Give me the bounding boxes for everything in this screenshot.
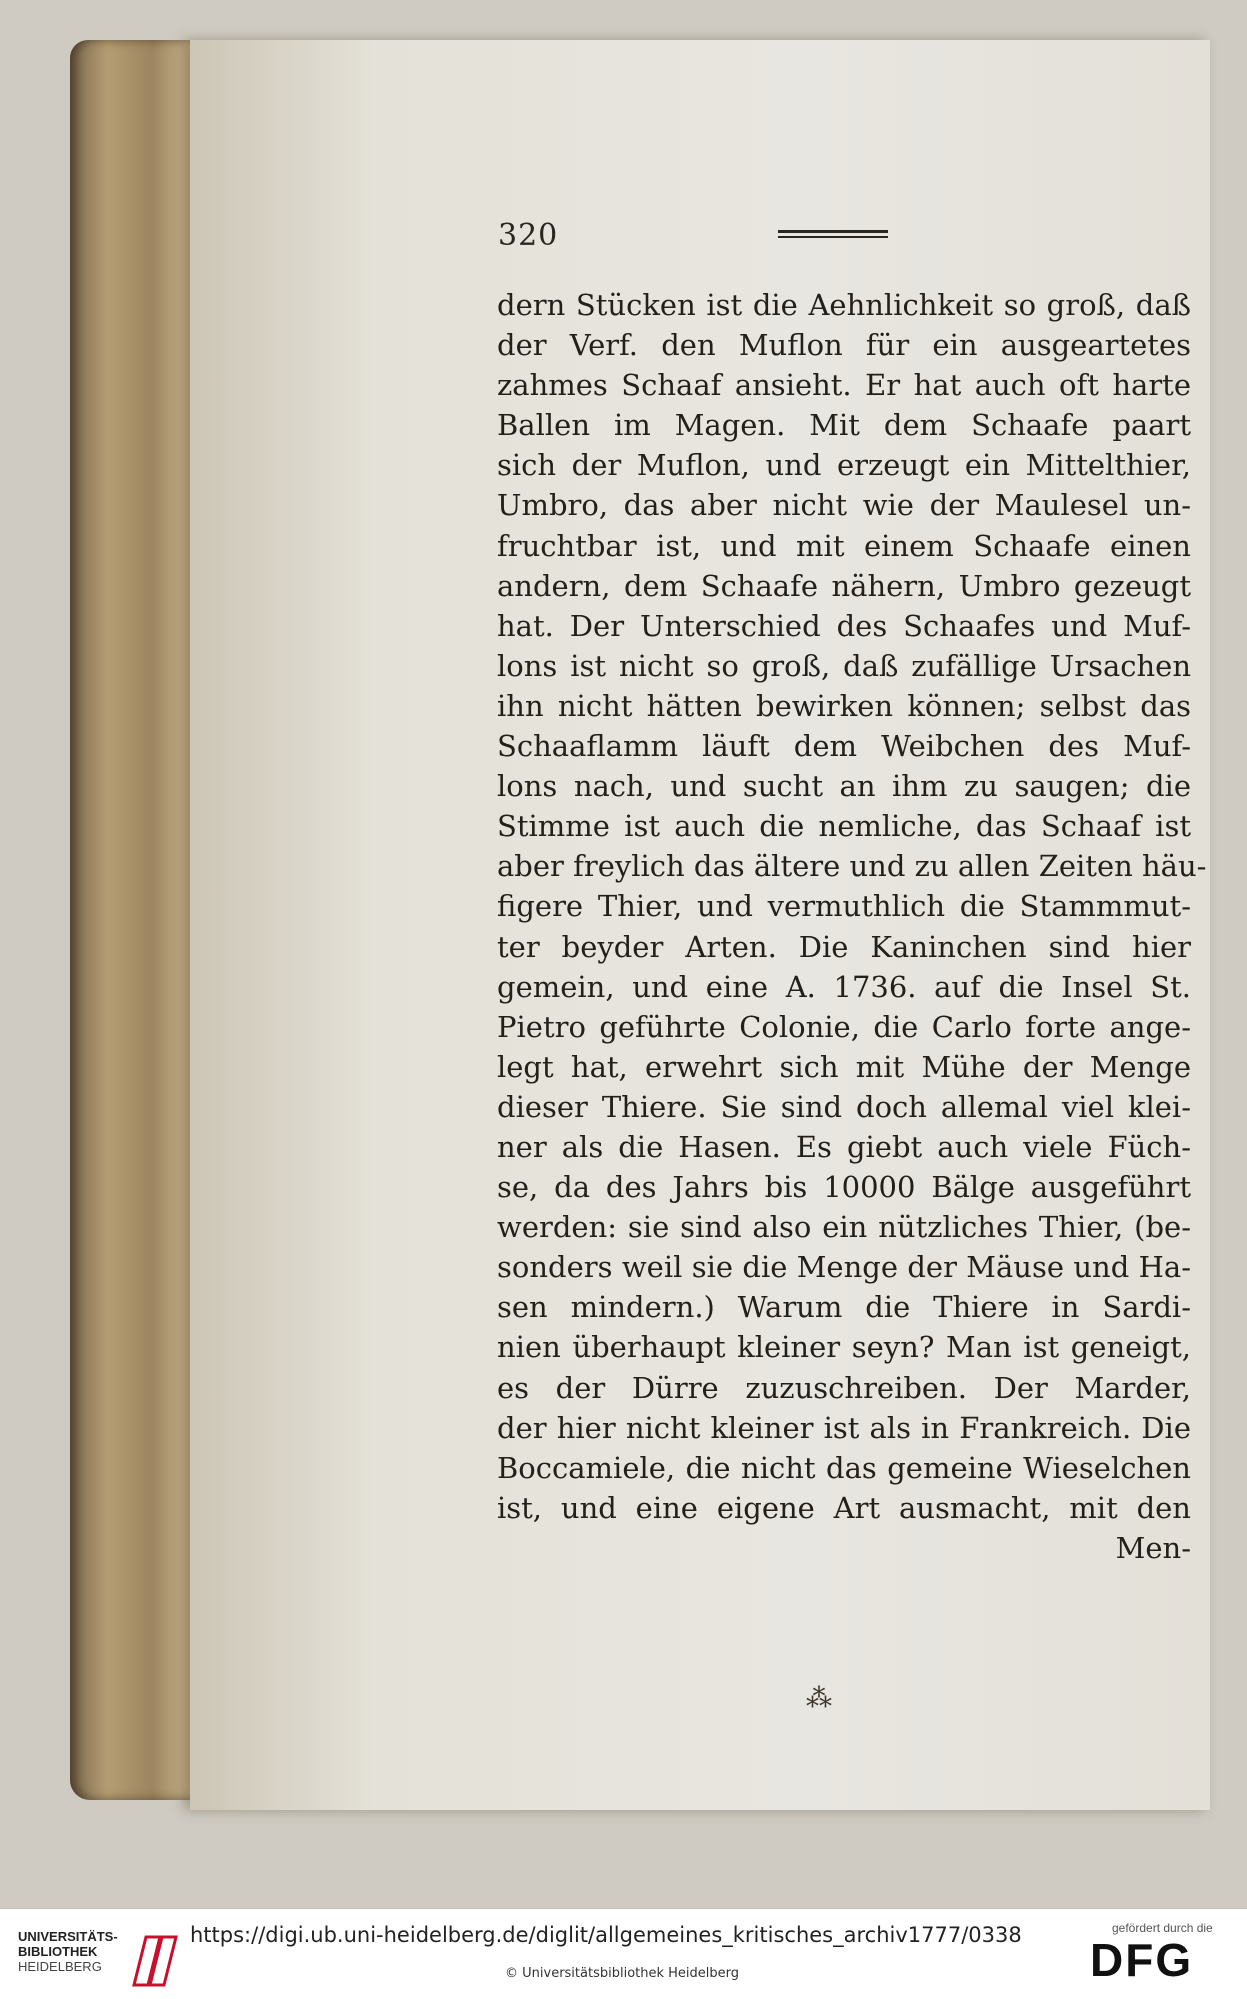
text-line: zahmes Schaaf ansieht. Er hat auch oft harte xyxy=(497,368,1191,403)
text-line: sen mindern.) Warum die Thiere in Sardi- xyxy=(497,1290,1191,1325)
dfg-logo: DFG xyxy=(1090,1934,1194,1986)
text-line: figere Thier, und vermuthlich die Stammmut- xyxy=(497,889,1191,924)
text-line: legt hat, erwehrt sich mit Mühe der Menge xyxy=(497,1049,1191,1084)
text-line: sich der Muflon, und erzeugt ein Mittelthier, xyxy=(497,448,1191,483)
text-line: hat. Der Unterschied des Schaafes und Muf- xyxy=(497,608,1191,643)
text-line: dieser Thiere. Sie sind doch allemal viel klei- xyxy=(497,1089,1191,1124)
text-line: lons ist nicht so groß, daß zufällige Ursachen xyxy=(497,648,1191,683)
text-line: Schaaflamm läuft dem Weibchen des Muf- xyxy=(497,729,1191,764)
page-number: 320 xyxy=(498,218,559,253)
page-header xyxy=(498,218,898,258)
text-line: ter beyder Arten. Die Kaninchen sind hier xyxy=(497,929,1191,964)
dfg-caption: gefördert durch die xyxy=(1112,1921,1213,1935)
text-line: Pietro geführte Colonie, die Carlo forte ange- xyxy=(497,1009,1191,1044)
text-line: der hier nicht kleiner ist als in Frankreich. Die xyxy=(497,1410,1191,1445)
permalink-url[interactable]: https://digi.ub.uni-heidelberg.de/diglit/allgemeines_kritisches_archiv1777/0338 xyxy=(190,1923,1022,1947)
text-line: andern, dem Schaafe nähern, Umbro gezeugt xyxy=(497,568,1191,603)
logo-text-line3: HEIDELBERG xyxy=(18,1959,102,1974)
footer-bar xyxy=(0,1908,1247,1999)
text-line: se, da des Jahrs bis 10000 Bälge ausgeführt xyxy=(497,1170,1191,1205)
catchword: Men- xyxy=(1115,1530,1191,1565)
text-line: Boccamiele, die nicht das gemeine Wieselchen xyxy=(497,1450,1191,1485)
text-line: gemein, und eine A. 1736. auf die Insel St. xyxy=(497,969,1191,1004)
copyright-notice: © Universitätsbibliothek Heidelberg xyxy=(505,1966,740,1981)
text-line: dern Stücken ist die Aehnlichkeit so groß, daß xyxy=(497,288,1191,322)
text-line: der Verf. den Muflon für ein ausgeartetes xyxy=(497,328,1191,363)
logo-text-line1: UNIVERSITÄTS- xyxy=(18,1929,118,1944)
text-line: ist, und eine eigene Art ausmacht, mit den xyxy=(497,1490,1191,1525)
library-logo[interactable] xyxy=(18,1929,178,1989)
text-line: Ballen im Magen. Mit dem Schaafe paart xyxy=(497,408,1191,443)
text-line: lons nach, und sucht an ihm zu saugen; die xyxy=(497,769,1191,804)
text-line: Stimme ist auch die nemliche, das Schaaf ist xyxy=(497,809,1191,844)
body-text xyxy=(497,285,1207,1568)
text-line: es der Dürre zuzuschreiben. Der Marder, xyxy=(497,1370,1191,1405)
text-line: ihn nicht hätten bewirken können; selbst das xyxy=(497,688,1191,723)
logo-text-line2: BIBLIOTHEK xyxy=(18,1944,98,1959)
text-line: nien überhaupt kleiner seyn? Man ist geneigt, xyxy=(497,1330,1191,1365)
text-line: werden: sie sind also ein nützliches Thier, (be- xyxy=(497,1210,1191,1245)
text-line: sonders weil sie die Menge der Mäuse und Ha- xyxy=(497,1250,1191,1285)
ornament-icon: ⁂ xyxy=(806,1684,832,1714)
dfg-funding-logo[interactable] xyxy=(1090,1921,1235,1991)
text-line: ner als die Hasen. Es giebt auch viele Füch- xyxy=(497,1129,1191,1164)
library-emblem-icon xyxy=(126,1929,190,1993)
text-line: Umbro, das aber nicht wie der Maulesel un- xyxy=(497,488,1191,523)
text-line: aber freylich das ältere und zu allen Zeiten häu- xyxy=(497,849,1207,884)
header-rule xyxy=(778,230,888,238)
text-line: fruchtbar ist, und mit einem Schaafe einen xyxy=(497,528,1191,563)
